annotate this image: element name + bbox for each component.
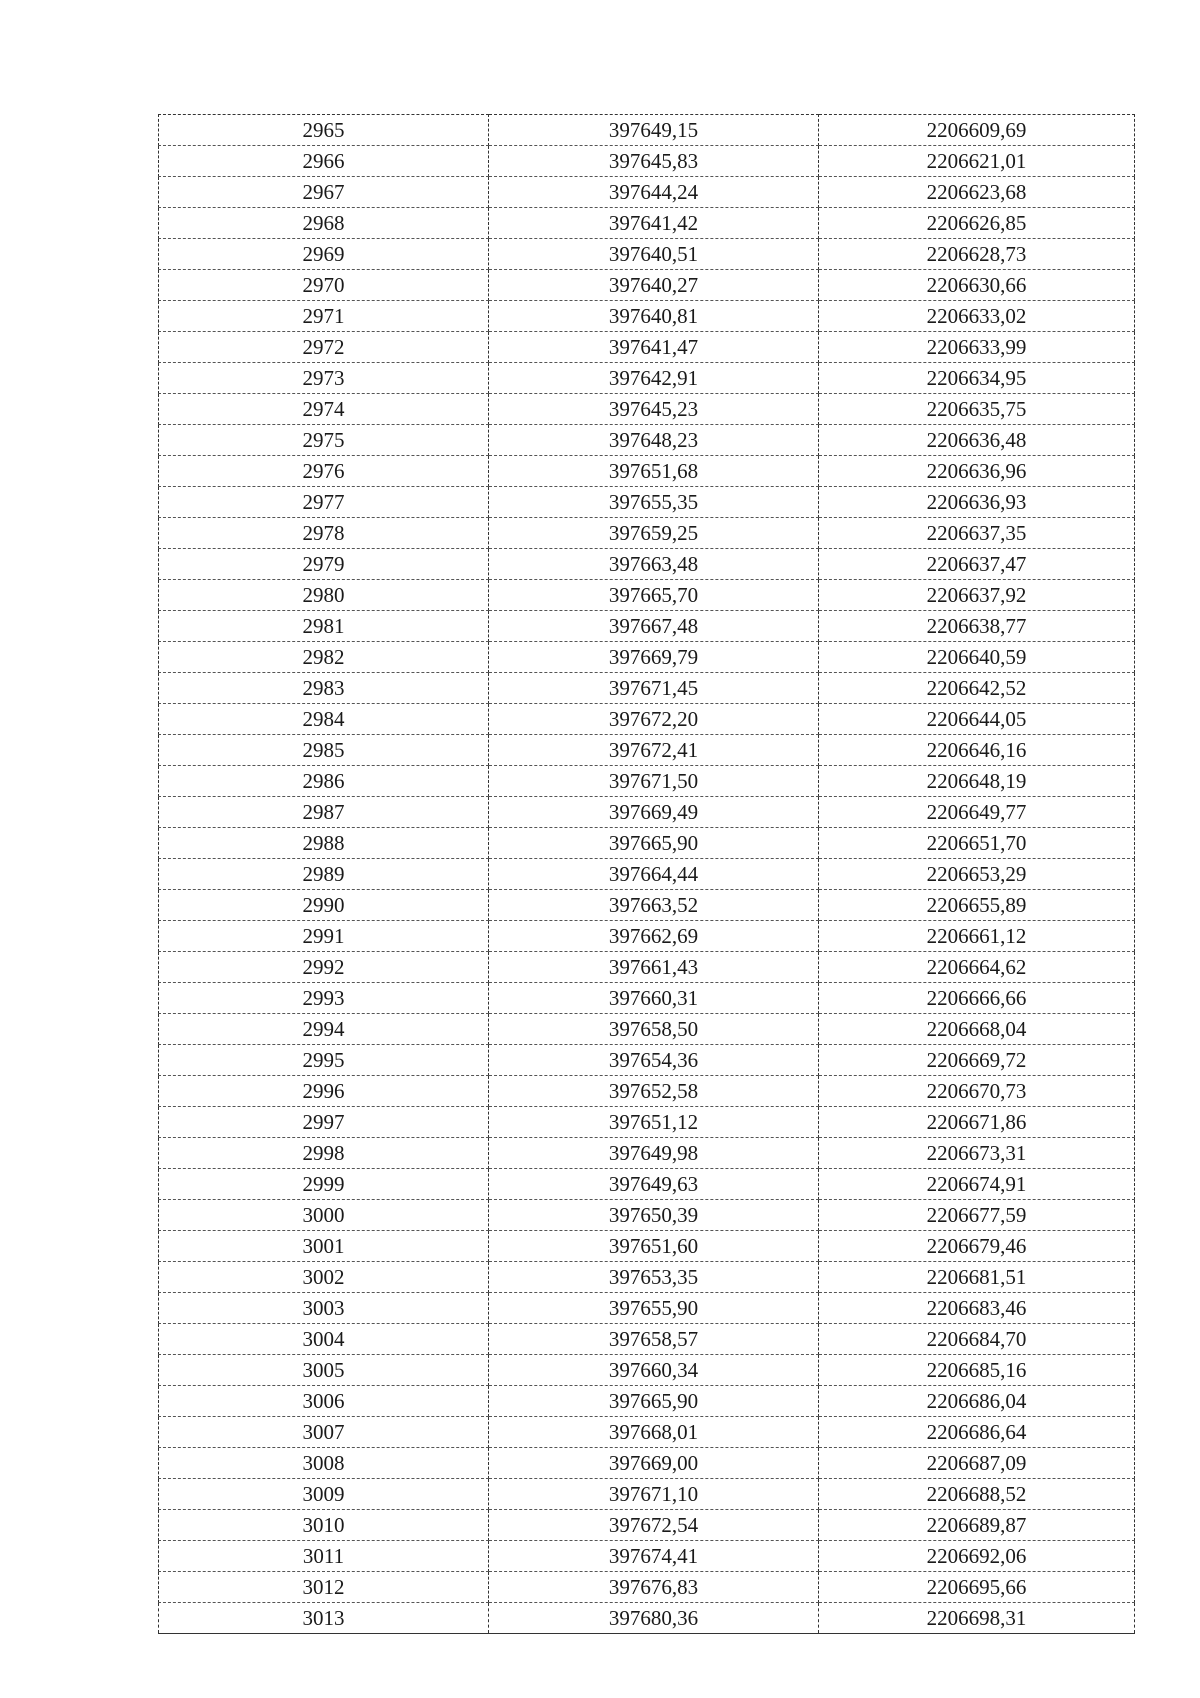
x-coordinate-cell: 397645,83 xyxy=(489,146,819,177)
table-row xyxy=(159,642,1135,673)
x-coordinate-cell: 397672,54 xyxy=(489,1510,819,1541)
point-number-cell: 2996 xyxy=(159,1076,489,1107)
point-number-cell: 3008 xyxy=(159,1448,489,1479)
y-coordinate-cell: 2206633,99 xyxy=(819,332,1135,363)
x-coordinate-cell: 397651,60 xyxy=(489,1231,819,1262)
y-coordinate-cell: 2206698,31 xyxy=(819,1603,1135,1634)
y-coordinate-cell: 2206634,95 xyxy=(819,363,1135,394)
table-row xyxy=(159,1045,1135,1076)
table-row xyxy=(159,1262,1135,1293)
point-number-cell: 2991 xyxy=(159,921,489,952)
table-row xyxy=(159,332,1135,363)
table-row xyxy=(159,549,1135,580)
table-row xyxy=(159,301,1135,332)
point-number-cell: 2999 xyxy=(159,1169,489,1200)
y-coordinate-cell: 2206637,35 xyxy=(819,518,1135,549)
point-number-cell: 2979 xyxy=(159,549,489,580)
table-row xyxy=(159,487,1135,518)
x-coordinate-cell: 397660,34 xyxy=(489,1355,819,1386)
table-row xyxy=(159,1541,1135,1572)
coordinates-table xyxy=(158,114,1135,1634)
point-number-cell: 2983 xyxy=(159,673,489,704)
point-number-cell: 2997 xyxy=(159,1107,489,1138)
table-row xyxy=(159,952,1135,983)
table-row xyxy=(159,1014,1135,1045)
coordinates-table-body xyxy=(159,115,1135,1634)
table-row xyxy=(159,239,1135,270)
y-coordinate-cell: 2206635,75 xyxy=(819,394,1135,425)
table-row xyxy=(159,766,1135,797)
y-coordinate-cell: 2206668,04 xyxy=(819,1014,1135,1045)
point-number-cell: 2974 xyxy=(159,394,489,425)
y-coordinate-cell: 2206673,31 xyxy=(819,1138,1135,1169)
y-coordinate-cell: 2206621,01 xyxy=(819,146,1135,177)
y-coordinate-cell: 2206670,73 xyxy=(819,1076,1135,1107)
x-coordinate-cell: 397669,00 xyxy=(489,1448,819,1479)
table-row xyxy=(159,394,1135,425)
y-coordinate-cell: 2206677,59 xyxy=(819,1200,1135,1231)
x-coordinate-cell: 397640,51 xyxy=(489,239,819,270)
x-coordinate-cell: 397676,83 xyxy=(489,1572,819,1603)
table-row xyxy=(159,921,1135,952)
table-row xyxy=(159,1448,1135,1479)
y-coordinate-cell: 2206640,59 xyxy=(819,642,1135,673)
table-row xyxy=(159,1076,1135,1107)
x-coordinate-cell: 397668,01 xyxy=(489,1417,819,1448)
x-coordinate-cell: 397655,35 xyxy=(489,487,819,518)
point-number-cell: 2981 xyxy=(159,611,489,642)
x-coordinate-cell: 397653,35 xyxy=(489,1262,819,1293)
table-row xyxy=(159,1324,1135,1355)
point-number-cell: 3007 xyxy=(159,1417,489,1448)
y-coordinate-cell: 2206638,77 xyxy=(819,611,1135,642)
x-coordinate-cell: 397650,39 xyxy=(489,1200,819,1231)
y-coordinate-cell: 2206689,87 xyxy=(819,1510,1135,1541)
y-coordinate-cell: 2206646,16 xyxy=(819,735,1135,766)
x-coordinate-cell: 397640,27 xyxy=(489,270,819,301)
table-row xyxy=(159,363,1135,394)
x-coordinate-cell: 397645,23 xyxy=(489,394,819,425)
table-row xyxy=(159,1138,1135,1169)
x-coordinate-cell: 397641,47 xyxy=(489,332,819,363)
point-number-cell: 3001 xyxy=(159,1231,489,1262)
point-number-cell: 3000 xyxy=(159,1200,489,1231)
point-number-cell: 2995 xyxy=(159,1045,489,1076)
x-coordinate-cell: 397659,25 xyxy=(489,518,819,549)
point-number-cell: 3013 xyxy=(159,1603,489,1634)
y-coordinate-cell: 2206686,04 xyxy=(819,1386,1135,1417)
point-number-cell: 2987 xyxy=(159,797,489,828)
table-row xyxy=(159,1479,1135,1510)
x-coordinate-cell: 397664,44 xyxy=(489,859,819,890)
point-number-cell: 2984 xyxy=(159,704,489,735)
x-coordinate-cell: 397672,20 xyxy=(489,704,819,735)
point-number-cell: 2986 xyxy=(159,766,489,797)
point-number-cell: 2985 xyxy=(159,735,489,766)
y-coordinate-cell: 2206644,05 xyxy=(819,704,1135,735)
y-coordinate-cell: 2206637,47 xyxy=(819,549,1135,580)
point-number-cell: 2994 xyxy=(159,1014,489,1045)
table-row xyxy=(159,1355,1135,1386)
x-coordinate-cell: 397652,58 xyxy=(489,1076,819,1107)
table-row xyxy=(159,890,1135,921)
table-row xyxy=(159,456,1135,487)
y-coordinate-cell: 2206636,48 xyxy=(819,425,1135,456)
table-row xyxy=(159,673,1135,704)
x-coordinate-cell: 397649,98 xyxy=(489,1138,819,1169)
table-row xyxy=(159,983,1135,1014)
x-coordinate-cell: 397665,90 xyxy=(489,1386,819,1417)
y-coordinate-cell: 2206651,70 xyxy=(819,828,1135,859)
y-coordinate-cell: 2206688,52 xyxy=(819,1479,1135,1510)
y-coordinate-cell: 2206686,64 xyxy=(819,1417,1135,1448)
point-number-cell: 2989 xyxy=(159,859,489,890)
x-coordinate-cell: 397671,45 xyxy=(489,673,819,704)
point-number-cell: 3009 xyxy=(159,1479,489,1510)
table-row xyxy=(159,797,1135,828)
table-row xyxy=(159,270,1135,301)
y-coordinate-cell: 2206669,72 xyxy=(819,1045,1135,1076)
y-coordinate-cell: 2206637,92 xyxy=(819,580,1135,611)
table-row xyxy=(159,1200,1135,1231)
point-number-cell: 2972 xyxy=(159,332,489,363)
point-number-cell: 2978 xyxy=(159,518,489,549)
y-coordinate-cell: 2206671,86 xyxy=(819,1107,1135,1138)
point-number-cell: 2990 xyxy=(159,890,489,921)
y-coordinate-cell: 2206648,19 xyxy=(819,766,1135,797)
x-coordinate-cell: 397651,12 xyxy=(489,1107,819,1138)
table-row xyxy=(159,425,1135,456)
table-row xyxy=(159,611,1135,642)
y-coordinate-cell: 2206636,93 xyxy=(819,487,1135,518)
x-coordinate-cell: 397672,41 xyxy=(489,735,819,766)
table-row xyxy=(159,1572,1135,1603)
point-number-cell: 2992 xyxy=(159,952,489,983)
y-coordinate-cell: 2206636,96 xyxy=(819,456,1135,487)
y-coordinate-cell: 2206623,68 xyxy=(819,177,1135,208)
point-number-cell: 3010 xyxy=(159,1510,489,1541)
point-number-cell: 2980 xyxy=(159,580,489,611)
x-coordinate-cell: 397649,15 xyxy=(489,115,819,146)
table-row xyxy=(159,1231,1135,1262)
x-coordinate-cell: 397667,48 xyxy=(489,611,819,642)
x-coordinate-cell: 397671,10 xyxy=(489,1479,819,1510)
point-number-cell: 3004 xyxy=(159,1324,489,1355)
x-coordinate-cell: 397665,70 xyxy=(489,580,819,611)
y-coordinate-cell: 2206630,66 xyxy=(819,270,1135,301)
point-number-cell: 2965 xyxy=(159,115,489,146)
x-coordinate-cell: 397658,50 xyxy=(489,1014,819,1045)
y-coordinate-cell: 2206674,91 xyxy=(819,1169,1135,1200)
y-coordinate-cell: 2206679,46 xyxy=(819,1231,1135,1262)
y-coordinate-cell: 2206683,46 xyxy=(819,1293,1135,1324)
y-coordinate-cell: 2206609,69 xyxy=(819,115,1135,146)
x-coordinate-cell: 397662,69 xyxy=(489,921,819,952)
y-coordinate-cell: 2206628,73 xyxy=(819,239,1135,270)
point-number-cell: 2967 xyxy=(159,177,489,208)
x-coordinate-cell: 397642,91 xyxy=(489,363,819,394)
x-coordinate-cell: 397661,43 xyxy=(489,952,819,983)
x-coordinate-cell: 397640,81 xyxy=(489,301,819,332)
x-coordinate-cell: 397663,52 xyxy=(489,890,819,921)
point-number-cell: 3005 xyxy=(159,1355,489,1386)
point-number-cell: 3003 xyxy=(159,1293,489,1324)
y-coordinate-cell: 2206655,89 xyxy=(819,890,1135,921)
x-coordinate-cell: 397648,23 xyxy=(489,425,819,456)
y-coordinate-cell: 2206633,02 xyxy=(819,301,1135,332)
point-number-cell: 2970 xyxy=(159,270,489,301)
y-coordinate-cell: 2206664,62 xyxy=(819,952,1135,983)
point-number-cell: 2968 xyxy=(159,208,489,239)
x-coordinate-cell: 397663,48 xyxy=(489,549,819,580)
y-coordinate-cell: 2206653,29 xyxy=(819,859,1135,890)
table-row xyxy=(159,177,1135,208)
table-row xyxy=(159,1293,1135,1324)
table-row xyxy=(159,859,1135,890)
table-row xyxy=(159,1169,1135,1200)
x-coordinate-cell: 397654,36 xyxy=(489,1045,819,1076)
point-number-cell: 2982 xyxy=(159,642,489,673)
point-number-cell: 2976 xyxy=(159,456,489,487)
x-coordinate-cell: 397669,79 xyxy=(489,642,819,673)
table-row xyxy=(159,1386,1135,1417)
table-row xyxy=(159,518,1135,549)
x-coordinate-cell: 397651,68 xyxy=(489,456,819,487)
y-coordinate-cell: 2206695,66 xyxy=(819,1572,1135,1603)
x-coordinate-cell: 397644,24 xyxy=(489,177,819,208)
point-number-cell: 2993 xyxy=(159,983,489,1014)
point-number-cell: 2988 xyxy=(159,828,489,859)
y-coordinate-cell: 2206692,06 xyxy=(819,1541,1135,1572)
point-number-cell: 3002 xyxy=(159,1262,489,1293)
x-coordinate-cell: 397674,41 xyxy=(489,1541,819,1572)
point-number-cell: 3012 xyxy=(159,1572,489,1603)
y-coordinate-cell: 2206684,70 xyxy=(819,1324,1135,1355)
point-number-cell: 2966 xyxy=(159,146,489,177)
x-coordinate-cell: 397641,42 xyxy=(489,208,819,239)
y-coordinate-cell: 2206626,85 xyxy=(819,208,1135,239)
x-coordinate-cell: 397680,36 xyxy=(489,1603,819,1634)
x-coordinate-cell: 397669,49 xyxy=(489,797,819,828)
point-number-cell: 2973 xyxy=(159,363,489,394)
y-coordinate-cell: 2206685,16 xyxy=(819,1355,1135,1386)
y-coordinate-cell: 2206687,09 xyxy=(819,1448,1135,1479)
x-coordinate-cell: 397658,57 xyxy=(489,1324,819,1355)
table-row xyxy=(159,735,1135,766)
table-row xyxy=(159,208,1135,239)
y-coordinate-cell: 2206649,77 xyxy=(819,797,1135,828)
y-coordinate-cell: 2206661,12 xyxy=(819,921,1135,952)
x-coordinate-cell: 397665,90 xyxy=(489,828,819,859)
table-row xyxy=(159,1603,1135,1634)
x-coordinate-cell: 397660,31 xyxy=(489,983,819,1014)
y-coordinate-cell: 2206642,52 xyxy=(819,673,1135,704)
table-row xyxy=(159,828,1135,859)
point-number-cell: 3011 xyxy=(159,1541,489,1572)
y-coordinate-cell: 2206681,51 xyxy=(819,1262,1135,1293)
table-row xyxy=(159,115,1135,146)
point-number-cell: 3006 xyxy=(159,1386,489,1417)
x-coordinate-cell: 397649,63 xyxy=(489,1169,819,1200)
point-number-cell: 2977 xyxy=(159,487,489,518)
table-row xyxy=(159,1510,1135,1541)
table-row xyxy=(159,146,1135,177)
point-number-cell: 2969 xyxy=(159,239,489,270)
x-coordinate-cell: 397655,90 xyxy=(489,1293,819,1324)
y-coordinate-cell: 2206666,66 xyxy=(819,983,1135,1014)
x-coordinate-cell: 397671,50 xyxy=(489,766,819,797)
table-row xyxy=(159,1107,1135,1138)
point-number-cell: 2971 xyxy=(159,301,489,332)
table-row xyxy=(159,580,1135,611)
table-row xyxy=(159,1417,1135,1448)
point-number-cell: 2998 xyxy=(159,1138,489,1169)
table-row xyxy=(159,704,1135,735)
point-number-cell: 2975 xyxy=(159,425,489,456)
